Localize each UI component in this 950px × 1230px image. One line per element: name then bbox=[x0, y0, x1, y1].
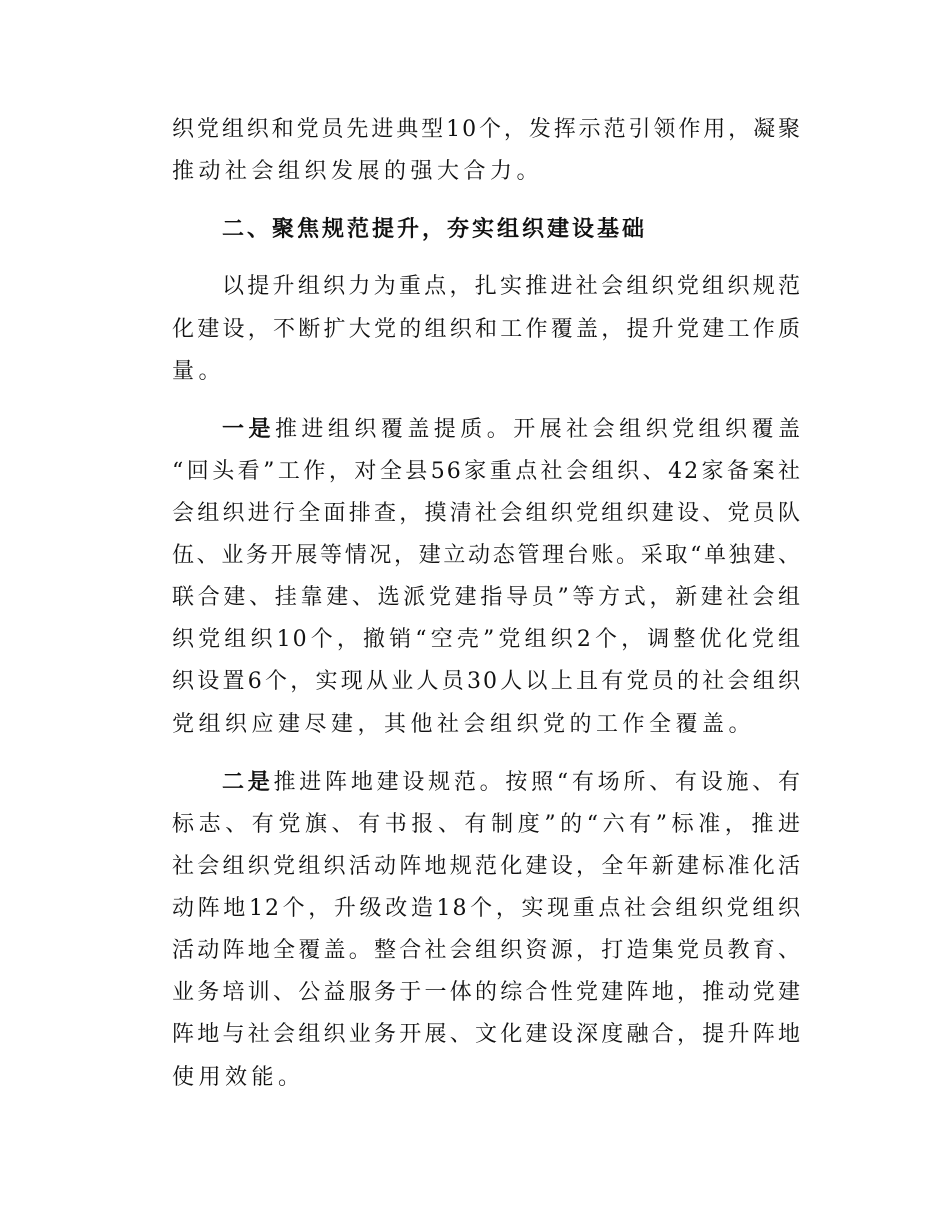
text-span: 推进组织覆盖提质。开展社会组织党组织覆盖 bbox=[274, 417, 802, 442]
text-line: 会组织进行全面排查，摸清社会组织党组织建设、党员队 bbox=[172, 501, 802, 526]
text-line: 织党组织和党员先进典型10个，发挥示范引领作用，凝聚 bbox=[172, 117, 802, 142]
text-line: 织党组织10个，撤销“空壳”党组织2个，调整优化党组 bbox=[172, 627, 802, 652]
text-line: 党组织应建尽建，其他社会组织党的工作全覆盖。 bbox=[172, 712, 756, 737]
lead-label: 一是 bbox=[222, 417, 275, 442]
text-line: 阵地与社会组织业务开展、文化建设深度融合，提升阵地 bbox=[172, 1022, 802, 1047]
text-line: 社会组织党组织活动阵地规范化建设，全年新建标准化活 bbox=[172, 854, 802, 879]
lead-label: 二是 bbox=[222, 770, 274, 795]
text-line: 标志、有党旗、有书报、有制度”的“六有”标准，推进 bbox=[172, 812, 802, 837]
text-line bbox=[222, 768, 802, 798]
text-line: 活动阵地全覆盖。整合社会组织资源，打造集党员教育、 bbox=[172, 938, 802, 963]
text-line: 量。 bbox=[172, 359, 226, 384]
text-line: “回头看”工作，对全县56家重点社会组织、42家备案社 bbox=[172, 459, 802, 484]
text-line: 使用效能。 bbox=[172, 1065, 305, 1090]
text-line bbox=[222, 415, 802, 445]
text-line: 织设置6个，实现从业人员30人以上且有党员的社会组织 bbox=[172, 669, 802, 694]
text-line: 伍、业务开展等情况，建立动态管理台账。采取“单独建、 bbox=[172, 543, 802, 568]
text-line: 推动社会组织发展的强大合力。 bbox=[172, 159, 544, 184]
section-heading: 二、聚焦规范提升，夯实组织建设基础 bbox=[222, 217, 648, 242]
text-line: 联合建、挂靠建、选派党建指导员”等方式，新建社会组 bbox=[172, 585, 802, 610]
text-line: 业务培训、公益服务于一体的综合性党建阵地，推动党建 bbox=[172, 980, 802, 1005]
text-line: 动阵地12个，升级改造18个，实现重点社会组织党组织 bbox=[172, 896, 802, 921]
text-span: 推进阵地建设规范。按照“有场所、有设施、有 bbox=[273, 770, 802, 795]
text-line: 化建设，不断扩大党的组织和工作覆盖，提升党建工作质 bbox=[172, 317, 802, 342]
text-line: 以提升组织力为重点，扎实推进社会组织党组织规范 bbox=[222, 274, 802, 299]
